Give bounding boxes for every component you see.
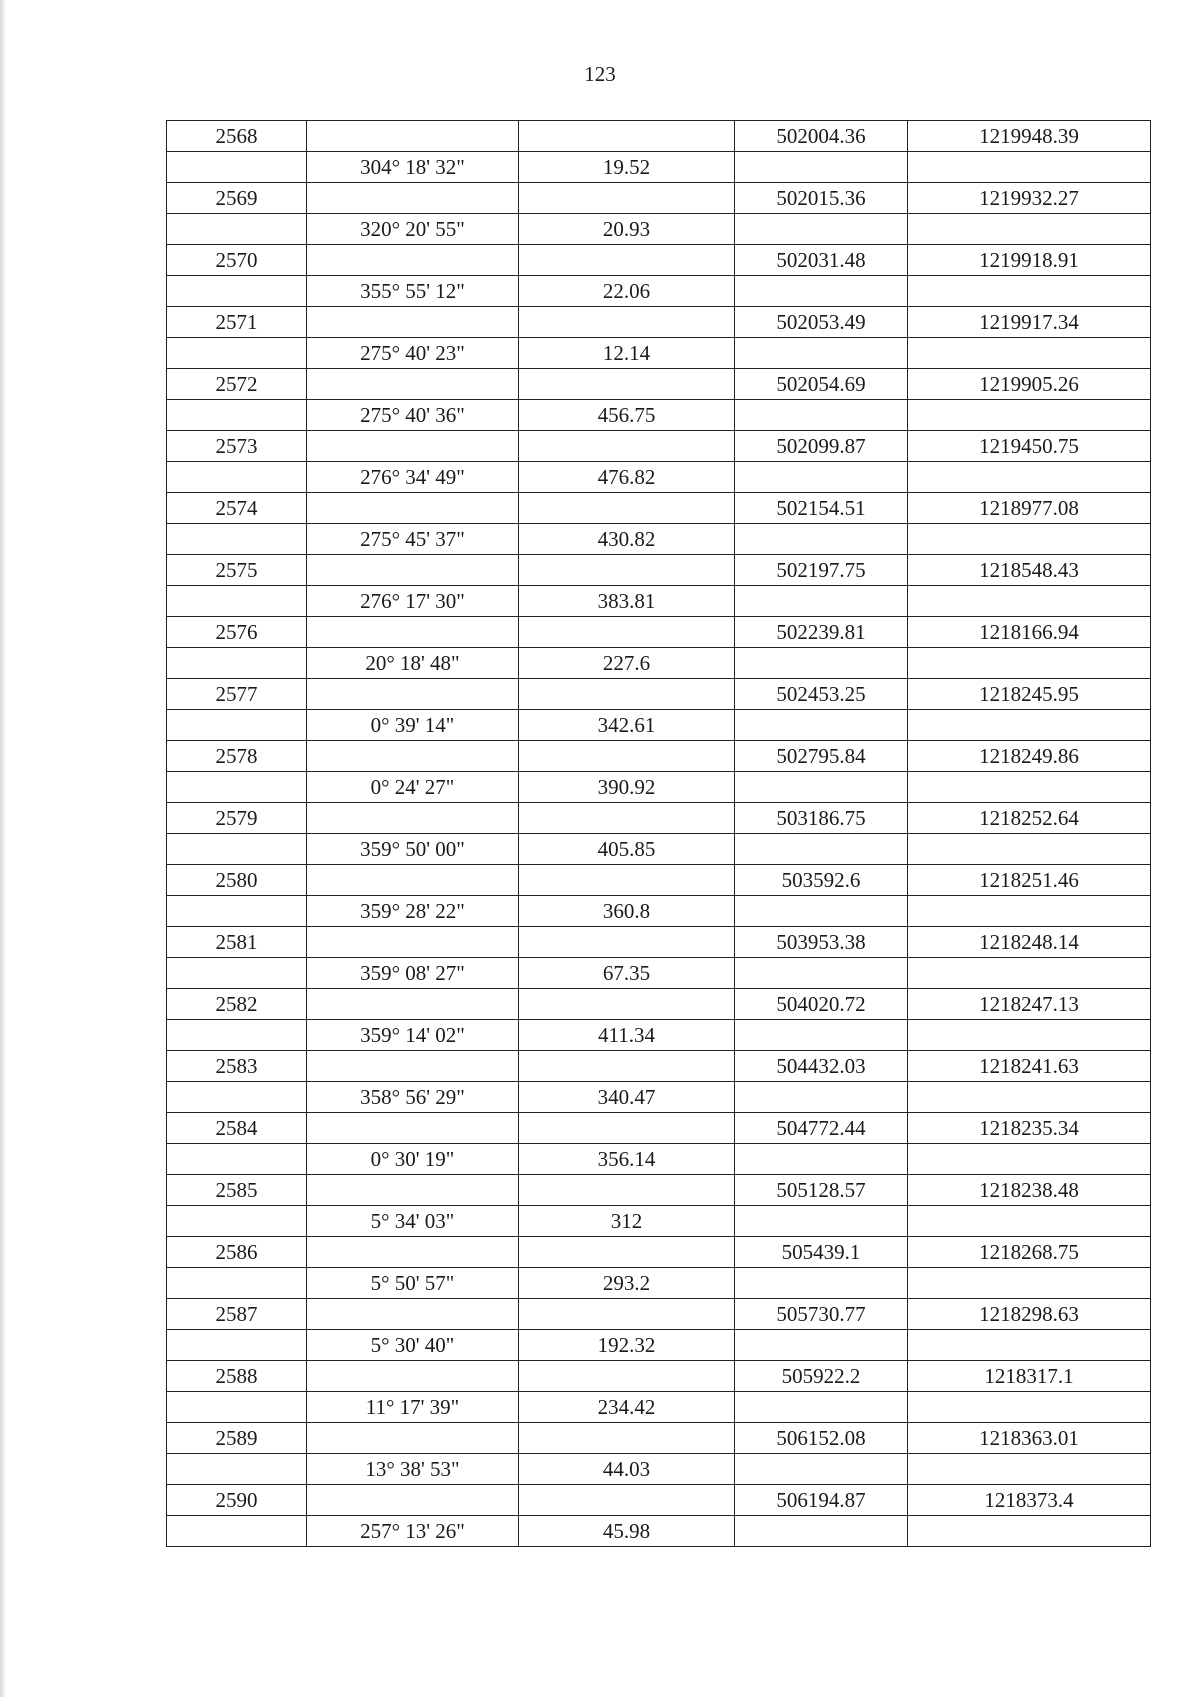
coordinate-x-cell (735, 152, 908, 183)
bearing-cell: 5° 34' 03" (307, 1206, 519, 1237)
distance-cell (519, 493, 735, 524)
distance-cell (519, 927, 735, 958)
coordinate-x-cell (735, 710, 908, 741)
coordinate-y-cell (908, 152, 1151, 183)
point-number-cell: 2577 (167, 679, 307, 710)
coordinate-x-cell: 505922.2 (735, 1361, 908, 1392)
coordinate-x-cell: 506152.08 (735, 1423, 908, 1454)
distance-cell: 234.42 (519, 1392, 735, 1423)
point-number-cell: 2572 (167, 369, 307, 400)
point-number-cell: 2589 (167, 1423, 307, 1454)
coordinate-x-cell: 502004.36 (735, 121, 908, 152)
table-row (167, 493, 1151, 524)
distance-cell (519, 307, 735, 338)
bearing-cell (307, 493, 519, 524)
table-row (167, 1299, 1151, 1330)
coordinate-y-cell: 1219917.34 (908, 307, 1151, 338)
coordinate-x-cell (735, 524, 908, 555)
distance-cell: 293.2 (519, 1268, 735, 1299)
coordinate-x-cell (735, 1516, 908, 1547)
table-row (167, 183, 1151, 214)
coordinate-y-cell (908, 1330, 1151, 1361)
coordinate-x-cell (735, 338, 908, 369)
distance-cell: 411.34 (519, 1020, 735, 1051)
distance-cell: 67.35 (519, 958, 735, 989)
distance-cell (519, 1113, 735, 1144)
bearing-cell (307, 1237, 519, 1268)
table-row (167, 1051, 1151, 1082)
distance-cell (519, 865, 735, 896)
distance-cell: 340.47 (519, 1082, 735, 1113)
coordinate-x-cell (735, 1330, 908, 1361)
bearing-cell: 0° 24' 27" (307, 772, 519, 803)
point-number-cell: 2580 (167, 865, 307, 896)
coordinate-y-cell: 1218249.86 (908, 741, 1151, 772)
point-number-cell: 2581 (167, 927, 307, 958)
table-row (167, 338, 1151, 369)
table-row (167, 896, 1151, 927)
bearing-cell: 13° 38' 53" (307, 1454, 519, 1485)
point-number-cell: 2571 (167, 307, 307, 338)
table-row (167, 1330, 1151, 1361)
coordinate-x-cell: 502054.69 (735, 369, 908, 400)
table-row (167, 1485, 1151, 1516)
coordinate-y-cell (908, 834, 1151, 865)
coordinate-x-cell: 503953.38 (735, 927, 908, 958)
bearing-cell: 5° 30' 40" (307, 1330, 519, 1361)
distance-cell: 430.82 (519, 524, 735, 555)
distance-cell (519, 1423, 735, 1454)
distance-cell: 456.75 (519, 400, 735, 431)
distance-cell (519, 121, 735, 152)
bearing-cell (307, 1361, 519, 1392)
table-row (167, 772, 1151, 803)
bearing-cell (307, 1113, 519, 1144)
bearing-cell: 20° 18' 48" (307, 648, 519, 679)
table-row (167, 1144, 1151, 1175)
distance-cell (519, 803, 735, 834)
bearing-cell (307, 617, 519, 648)
bearing-cell: 0° 39' 14" (307, 710, 519, 741)
distance-cell: 383.81 (519, 586, 735, 617)
point-number-cell (167, 1516, 307, 1547)
coordinate-x-cell: 506194.87 (735, 1485, 908, 1516)
coordinate-x-cell: 502453.25 (735, 679, 908, 710)
table-row (167, 1268, 1151, 1299)
coordinate-x-cell: 503186.75 (735, 803, 908, 834)
point-number-cell (167, 1268, 307, 1299)
coordinate-y-cell (908, 214, 1151, 245)
bearing-cell (307, 1299, 519, 1330)
distance-cell: 44.03 (519, 1454, 735, 1485)
coordinate-x-cell: 502031.48 (735, 245, 908, 276)
table-row (167, 648, 1151, 679)
coordinate-x-cell (735, 1454, 908, 1485)
point-number-cell: 2569 (167, 183, 307, 214)
distance-cell (519, 183, 735, 214)
coordinates-table-body (167, 121, 1151, 1547)
bearing-cell: 275° 40' 23" (307, 338, 519, 369)
distance-cell: 356.14 (519, 1144, 735, 1175)
point-number-cell: 2587 (167, 1299, 307, 1330)
bearing-cell (307, 183, 519, 214)
table-row (167, 741, 1151, 772)
coordinate-x-cell: 502239.81 (735, 617, 908, 648)
bearing-cell: 276° 34' 49" (307, 462, 519, 493)
point-number-cell: 2583 (167, 1051, 307, 1082)
bearing-cell: 5° 50' 57" (307, 1268, 519, 1299)
bearing-cell (307, 369, 519, 400)
table-row (167, 307, 1151, 338)
table-row (167, 958, 1151, 989)
bearing-cell: 304° 18' 32" (307, 152, 519, 183)
point-number-cell: 2579 (167, 803, 307, 834)
point-number-cell: 2585 (167, 1175, 307, 1206)
coordinate-y-cell: 1218251.46 (908, 865, 1151, 896)
distance-cell: 405.85 (519, 834, 735, 865)
coordinate-x-cell (735, 214, 908, 245)
coordinates-table (166, 120, 1151, 1547)
table-row (167, 679, 1151, 710)
distance-cell: 390.92 (519, 772, 735, 803)
distance-cell (519, 1051, 735, 1082)
bearing-cell: 358° 56' 29" (307, 1082, 519, 1113)
bearing-cell: 355° 55' 12" (307, 276, 519, 307)
distance-cell (519, 245, 735, 276)
coordinate-y-cell: 1219948.39 (908, 121, 1151, 152)
point-number-cell (167, 834, 307, 865)
coordinate-x-cell: 502053.49 (735, 307, 908, 338)
bearing-cell: 359° 50' 00" (307, 834, 519, 865)
coordinate-x-cell: 502197.75 (735, 555, 908, 586)
distance-cell (519, 741, 735, 772)
point-number-cell (167, 1144, 307, 1175)
bearing-cell (307, 1175, 519, 1206)
coordinate-y-cell: 1218235.34 (908, 1113, 1151, 1144)
coordinate-x-cell: 504432.03 (735, 1051, 908, 1082)
coordinate-x-cell (735, 834, 908, 865)
point-number-cell (167, 462, 307, 493)
coordinate-y-cell: 1218548.43 (908, 555, 1151, 586)
coordinate-y-cell (908, 1454, 1151, 1485)
table-row (167, 989, 1151, 1020)
point-number-cell (167, 1206, 307, 1237)
coordinate-y-cell (908, 1268, 1151, 1299)
bearing-cell (307, 679, 519, 710)
coordinate-y-cell (908, 648, 1151, 679)
point-number-cell: 2570 (167, 245, 307, 276)
bearing-cell: 320° 20' 55" (307, 214, 519, 245)
bearing-cell: 257° 13' 26" (307, 1516, 519, 1547)
table-row (167, 1175, 1151, 1206)
coordinate-y-cell (908, 1206, 1151, 1237)
coordinate-x-cell: 502154.51 (735, 493, 908, 524)
table-row (167, 1392, 1151, 1423)
coordinate-y-cell: 1218241.63 (908, 1051, 1151, 1082)
coordinate-x-cell: 502795.84 (735, 741, 908, 772)
distance-cell (519, 555, 735, 586)
bearing-cell: 359° 28' 22" (307, 896, 519, 927)
coordinate-y-cell: 1218363.01 (908, 1423, 1151, 1454)
distance-cell: 45.98 (519, 1516, 735, 1547)
bearing-cell (307, 307, 519, 338)
bearing-cell: 0° 30' 19" (307, 1144, 519, 1175)
point-number-cell: 2588 (167, 1361, 307, 1392)
distance-cell: 342.61 (519, 710, 735, 741)
coordinate-y-cell: 1218245.95 (908, 679, 1151, 710)
coordinate-y-cell (908, 276, 1151, 307)
page-number: 123 (584, 62, 616, 86)
coordinate-x-cell (735, 1020, 908, 1051)
bearing-cell (307, 1423, 519, 1454)
distance-cell (519, 679, 735, 710)
coordinate-y-cell (908, 958, 1151, 989)
coordinate-x-cell (735, 400, 908, 431)
table-row (167, 524, 1151, 555)
coordinate-x-cell: 503592.6 (735, 865, 908, 896)
table-row (167, 245, 1151, 276)
bearing-cell: 359° 14' 02" (307, 1020, 519, 1051)
point-number-cell (167, 772, 307, 803)
bearing-cell: 275° 45' 37" (307, 524, 519, 555)
table-row (167, 214, 1151, 245)
table-row (167, 1206, 1151, 1237)
coordinate-y-cell (908, 896, 1151, 927)
table-row (167, 803, 1151, 834)
coordinate-x-cell (735, 586, 908, 617)
coordinate-x-cell (735, 1144, 908, 1175)
point-number-cell: 2576 (167, 617, 307, 648)
coordinate-x-cell: 505439.1 (735, 1237, 908, 1268)
coordinate-y-cell (908, 710, 1151, 741)
table-row (167, 369, 1151, 400)
point-number-cell: 2568 (167, 121, 307, 152)
coordinate-y-cell (908, 1516, 1151, 1547)
coordinate-y-cell (908, 524, 1151, 555)
distance-cell: 360.8 (519, 896, 735, 927)
bearing-cell (307, 555, 519, 586)
coordinate-x-cell: 504020.72 (735, 989, 908, 1020)
table-row (167, 586, 1151, 617)
distance-cell: 20.93 (519, 214, 735, 245)
table-row (167, 121, 1151, 152)
distance-cell (519, 369, 735, 400)
bearing-cell: 275° 40' 36" (307, 400, 519, 431)
coordinate-y-cell: 1218247.13 (908, 989, 1151, 1020)
point-number-cell: 2574 (167, 493, 307, 524)
bearing-cell (307, 741, 519, 772)
coordinate-y-cell: 1218166.94 (908, 617, 1151, 648)
coordinate-y-cell (908, 586, 1151, 617)
coordinate-y-cell (908, 1082, 1151, 1113)
table-row (167, 276, 1151, 307)
bearing-cell: 11° 17' 39" (307, 1392, 519, 1423)
coordinate-x-cell (735, 896, 908, 927)
bearing-cell (307, 803, 519, 834)
coordinate-y-cell (908, 338, 1151, 369)
coordinate-x-cell (735, 772, 908, 803)
coordinate-y-cell: 1218298.63 (908, 1299, 1151, 1330)
distance-cell: 227.6 (519, 648, 735, 679)
point-number-cell (167, 896, 307, 927)
table-row (167, 1237, 1151, 1268)
bearing-cell (307, 431, 519, 462)
coordinate-x-cell (735, 1082, 908, 1113)
point-number-cell: 2575 (167, 555, 307, 586)
coordinate-y-cell: 1218252.64 (908, 803, 1151, 834)
point-number-cell (167, 1392, 307, 1423)
table-row (167, 1082, 1151, 1113)
table-row (167, 1113, 1151, 1144)
distance-cell (519, 989, 735, 1020)
coordinate-y-cell (908, 1392, 1151, 1423)
table-row (167, 462, 1151, 493)
point-number-cell (167, 1020, 307, 1051)
point-number-cell: 2578 (167, 741, 307, 772)
point-number-cell (167, 710, 307, 741)
table-row (167, 834, 1151, 865)
bearing-cell (307, 865, 519, 896)
distance-cell (519, 1175, 735, 1206)
point-number-cell (167, 276, 307, 307)
bearing-cell (307, 927, 519, 958)
coordinate-y-cell: 1219932.27 (908, 183, 1151, 214)
coordinate-x-cell (735, 462, 908, 493)
distance-cell (519, 431, 735, 462)
point-number-cell (167, 400, 307, 431)
coordinate-y-cell: 1218317.1 (908, 1361, 1151, 1392)
bearing-cell (307, 1051, 519, 1082)
table-row (167, 1454, 1151, 1485)
distance-cell: 19.52 (519, 152, 735, 183)
distance-cell: 312 (519, 1206, 735, 1237)
point-number-cell (167, 648, 307, 679)
table-row (167, 927, 1151, 958)
bearing-cell (307, 1485, 519, 1516)
point-number-cell (167, 958, 307, 989)
distance-cell (519, 1485, 735, 1516)
point-number-cell (167, 152, 307, 183)
coordinate-x-cell (735, 1268, 908, 1299)
table-row (167, 617, 1151, 648)
coordinate-y-cell: 1219918.91 (908, 245, 1151, 276)
coordinate-x-cell (735, 648, 908, 679)
coordinate-x-cell: 502015.36 (735, 183, 908, 214)
point-number-cell (167, 338, 307, 369)
point-number-cell: 2586 (167, 1237, 307, 1268)
table-row (167, 431, 1151, 462)
coordinate-y-cell: 1219905.26 (908, 369, 1151, 400)
coordinate-y-cell (908, 462, 1151, 493)
coordinate-y-cell: 1218268.75 (908, 1237, 1151, 1268)
coordinate-x-cell (735, 1206, 908, 1237)
bearing-cell: 276° 17' 30" (307, 586, 519, 617)
table-row (167, 1516, 1151, 1547)
table-row (167, 152, 1151, 183)
bearing-cell (307, 245, 519, 276)
table-row (167, 555, 1151, 586)
coordinate-y-cell (908, 772, 1151, 803)
point-number-cell (167, 586, 307, 617)
point-number-cell (167, 1082, 307, 1113)
point-number-cell: 2590 (167, 1485, 307, 1516)
distance-cell: 12.14 (519, 338, 735, 369)
coordinate-x-cell (735, 1392, 908, 1423)
scan-edge-shadow (0, 0, 6, 1697)
table-row (167, 1423, 1151, 1454)
coordinate-x-cell: 504772.44 (735, 1113, 908, 1144)
coordinate-y-cell: 1219450.75 (908, 431, 1151, 462)
table-row (167, 1020, 1151, 1051)
coordinate-x-cell (735, 276, 908, 307)
distance-cell (519, 1361, 735, 1392)
point-number-cell: 2573 (167, 431, 307, 462)
table-row (167, 1361, 1151, 1392)
distance-cell: 476.82 (519, 462, 735, 493)
point-number-cell (167, 214, 307, 245)
bearing-cell (307, 121, 519, 152)
coordinate-x-cell: 505128.57 (735, 1175, 908, 1206)
coordinate-x-cell (735, 958, 908, 989)
coordinate-y-cell: 1218248.14 (908, 927, 1151, 958)
coordinate-x-cell: 502099.87 (735, 431, 908, 462)
coordinate-y-cell (908, 1144, 1151, 1175)
distance-cell (519, 1237, 735, 1268)
point-number-cell: 2584 (167, 1113, 307, 1144)
distance-cell: 192.32 (519, 1330, 735, 1361)
bearing-cell: 359° 08' 27" (307, 958, 519, 989)
table-row (167, 865, 1151, 896)
point-number-cell (167, 1454, 307, 1485)
coordinate-y-cell (908, 1020, 1151, 1051)
distance-cell (519, 1299, 735, 1330)
table-row (167, 400, 1151, 431)
point-number-cell: 2582 (167, 989, 307, 1020)
coordinate-y-cell: 1218373.4 (908, 1485, 1151, 1516)
point-number-cell (167, 524, 307, 555)
point-number-cell (167, 1330, 307, 1361)
distance-cell: 22.06 (519, 276, 735, 307)
table-row (167, 710, 1151, 741)
coordinate-y-cell (908, 400, 1151, 431)
coordinate-y-cell: 1218238.48 (908, 1175, 1151, 1206)
bearing-cell (307, 989, 519, 1020)
coordinate-x-cell: 505730.77 (735, 1299, 908, 1330)
distance-cell (519, 617, 735, 648)
coordinate-y-cell: 1218977.08 (908, 493, 1151, 524)
